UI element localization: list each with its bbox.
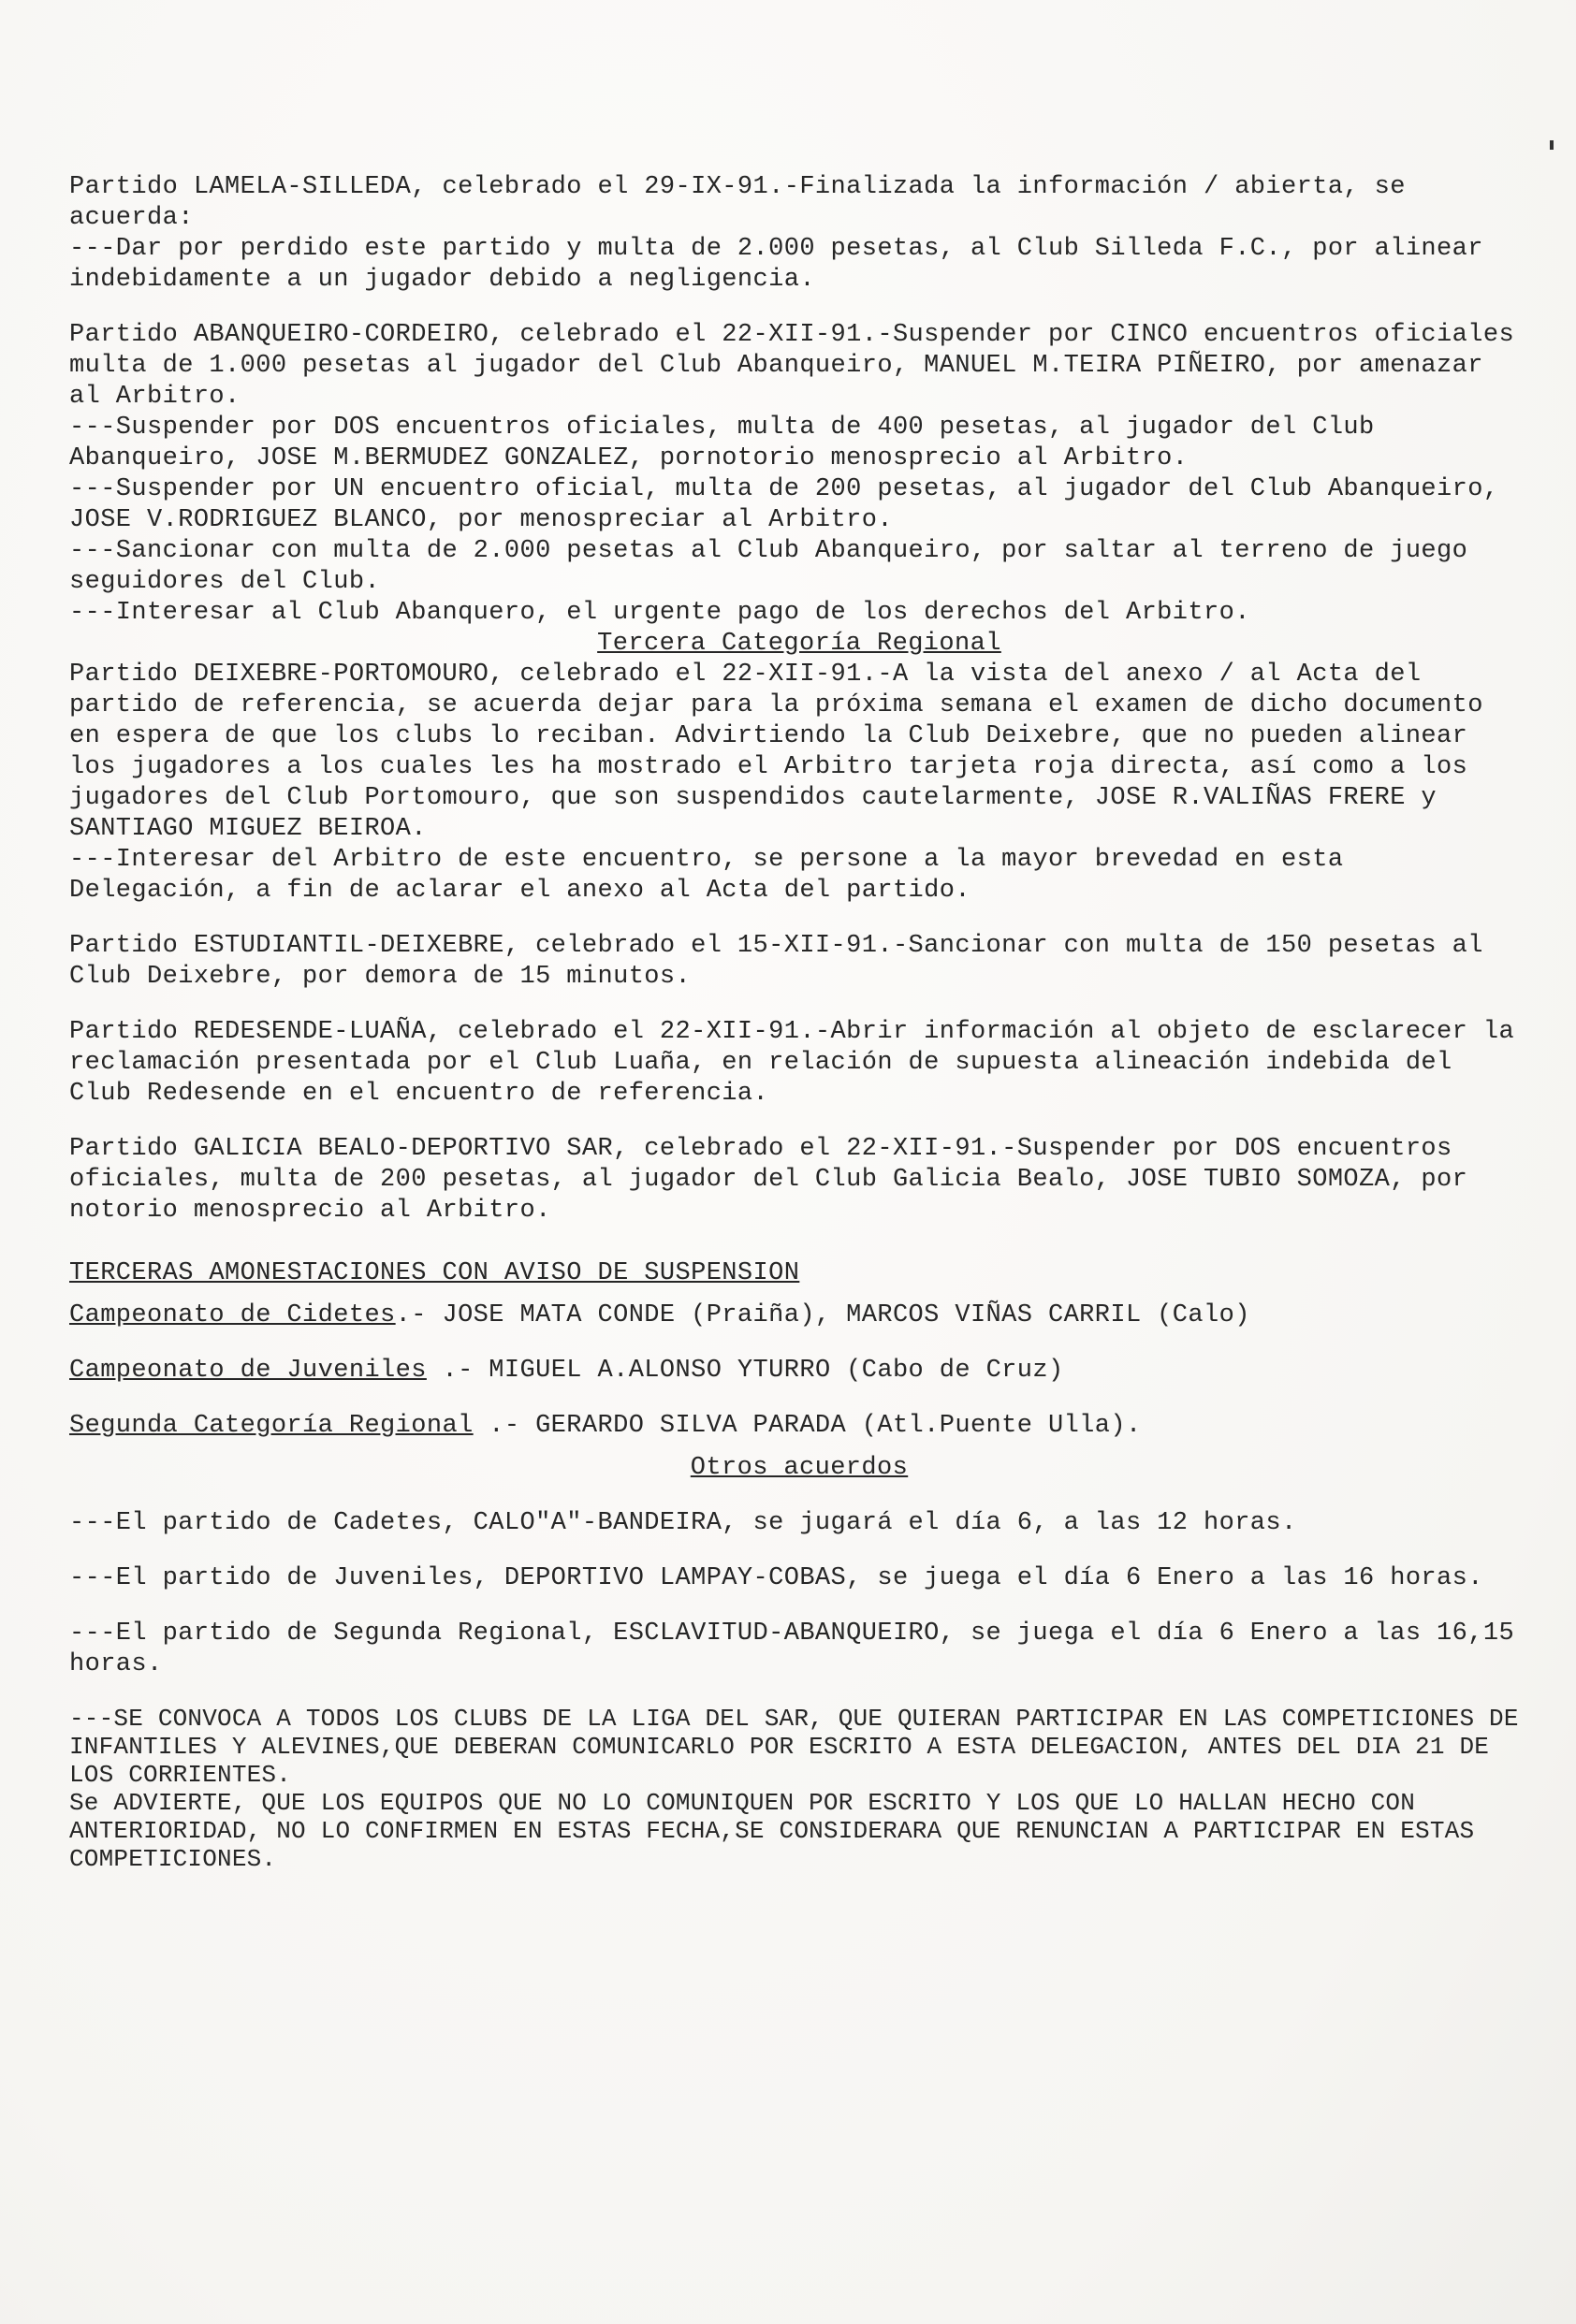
paragraph-abanqueiro-sancion-3: ---Suspender por UN encuentro oficial, multa de 200 pesetas, al jugador del Club Abanqueiro, JOSE V.RODRIGUEZ BLANCO, por menospreciar al Arbitro. [69,475,1499,534]
paragraph-estudiantil-deixebre: Partido ESTUDIANTIL-DEIXEBRE, celebrado el 15-XII-91.-Sancionar con multa de 150 pesetas al Club Deixebre, por demora de 15 minutos. [69,932,1483,991]
label-juveniles: Campeonato de Juveniles [69,1357,427,1385]
paragraph-deixebre-portomouro: Partido DEIXEBRE-PORTOMOURO, celebrado el 22-XII-91.-A la vista del anexo / al Acta del partido de referencia, se acuerda dejar para la próxima semana el examen de dicho documento en espera de que los clubs lo reciban. Advirtiendo la Club Deixebre, que no pueden alinear los jugadores a los cuales les ha mostrado el Arbitro tarjeta roja directa, así como a los jugadores del Club Portomouro, que son suspendidos cautelarmente, JOSE R.VALIÑAS FRERE y SANTIAGO MIGUEZ BEIROA. [69,661,1483,843]
paragraph-deixebre-portomouro-2: ---Interesar del Arbitro de este encuentro, se persone a la mayor brevedad en esta Delegación, a fin de aclarar el anexo al Acta del partido. [69,846,1344,905]
paragraph-abanqueiro-sancion-5: ---Interesar al Club Abanquero, el urgente pago de los derechos del Arbitro. [69,599,1250,627]
paragraph-abanqueiro-sancion-2: ---Suspender por DOS encuentros oficiales, multa de 400 pesetas, al jugador del Club Abanqueiro, JOSE M.BERMUDEZ GONZALEZ, pornotorio menosprecio al Arbitro. [69,414,1375,472]
paragraph-abanqueiro-sancion-4: ---Sancionar con multa de 2.000 pesetas al Club Abanqueiro, por saltar al terreno de juego seguidores del Club. [69,537,1468,596]
notice-convocatoria: ---SE CONVOCA A TODOS LOS CLUBS DE LA LIGA DEL SAR, QUE QUIERAN PARTICIPAR EN LAS COMPETICIONES DE INFANTILES Y ALEVINES,QUE DEBERAN COMUNICARLO POR ESCRITO A ESTA DELEGACION, ANTES DEL DIA 21 DE LOS CORRIENTES. [69,1705,1519,1789]
amonestacion-segunda [69,1411,1529,1442]
paragraph-galicia-bealo: Partido GALICIA BEALO-DEPORTIVO SAR, celebrado el 22-XII-91.-Suspender por DOS encuentros oficiales, multa de 200 pesetas, al jugador del Club Galicia Bealo, JOSE TUBIO SOMOZA, por notorio menosprecio al Arbitro. [69,1135,1468,1225]
notice-advertencia: Se ADVIERTE, QUE LOS EQUIPOS QUE NO LO COMUNIQUEN POR ESCRITO Y LOS QUE LO HALLAN HECHO CON ANTERIORIDAD, NO LO CONFIRMEN EN ESTAS FECHA,SE CONSIDERARA QUE RENUNCIAN A PARTICIPAR EN ESTAS COMPETICIONES. [69,1789,1475,1873]
names-cadetes: .- JOSE MATA CONDE (Praiña), MARCOS VIÑAS CARRIL (Calo) [395,1301,1250,1329]
paragraph-lamela-silleda: Partido LAMELA-SILLEDA, celebrado el 29-IX-91.-Finalizada la información / abierta, se acuerda: [69,173,1406,232]
document-body [69,172,1529,1873]
paragraph-redesende-luana: Partido REDESENDE-LUAÑA, celebrado el 22-XII-91.-Abrir información al objeto de esclarecer la reclamación presentada por el Club Luaña, en relación de supuesta alineación indebida del Club Redesende en el encuentro de referencia. [69,1018,1515,1108]
section-heading-tercera: Tercera Categoría Regional [597,630,1001,658]
acuerdo-cadetes: ---El partido de Cadetes, CALO"A"-BANDEIRA, se jugará el día 6, a las 12 horas. [69,1509,1297,1537]
label-cadetes: Campeonato de Cidetes [69,1301,396,1329]
amonestacion-cadetes [69,1300,1529,1331]
names-segunda: .- GERARDO SILVA PARADA (Atl.Puente Ulla). [473,1412,1142,1440]
amonestacion-juveniles [69,1356,1529,1387]
names-juveniles: .- MIGUEL A.ALONSO YTURRO (Cabo de Cruz) [426,1357,1064,1385]
section-heading-otros: Otros acuerdos [690,1454,909,1482]
acuerdo-juveniles: ---El partido de Juveniles, DEPORTIVO LAMPAY-COBAS, se juega el día 6 Enero a las 16 horas. [69,1564,1483,1592]
label-segunda: Segunda Categoría Regional [69,1412,474,1440]
paragraph-abanqueiro-cordeiro: Partido ABANQUEIRO-CORDEIRO, celebrado el 22-XII-91.-Suspender por CINCO encuentros oficiales multa de 1.000 pesetas al jugador del Club Abanqueiro, MANUEL M.TEIRA PIÑEIRO, por amenazar al Arbitro. [69,321,1515,411]
section-heading-amonestaciones: TERCERAS AMONESTACIONES CON AVISO DE SUSPENSION [69,1259,800,1287]
margin-mark [1550,140,1554,150]
paragraph-lamela-silleda-ruling: ---Dar por perdido este partido y multa de 2.000 pesetas, al Club Silleda F.C., por alinear indebidamente a un jugador debido a negligencia. [69,235,1483,294]
acuerdo-segunda: ---El partido de Segunda Regional, ESCLAVITUD-ABANQUEIRO, se juega el día 6 Enero a las 16,15 horas. [69,1620,1515,1678]
